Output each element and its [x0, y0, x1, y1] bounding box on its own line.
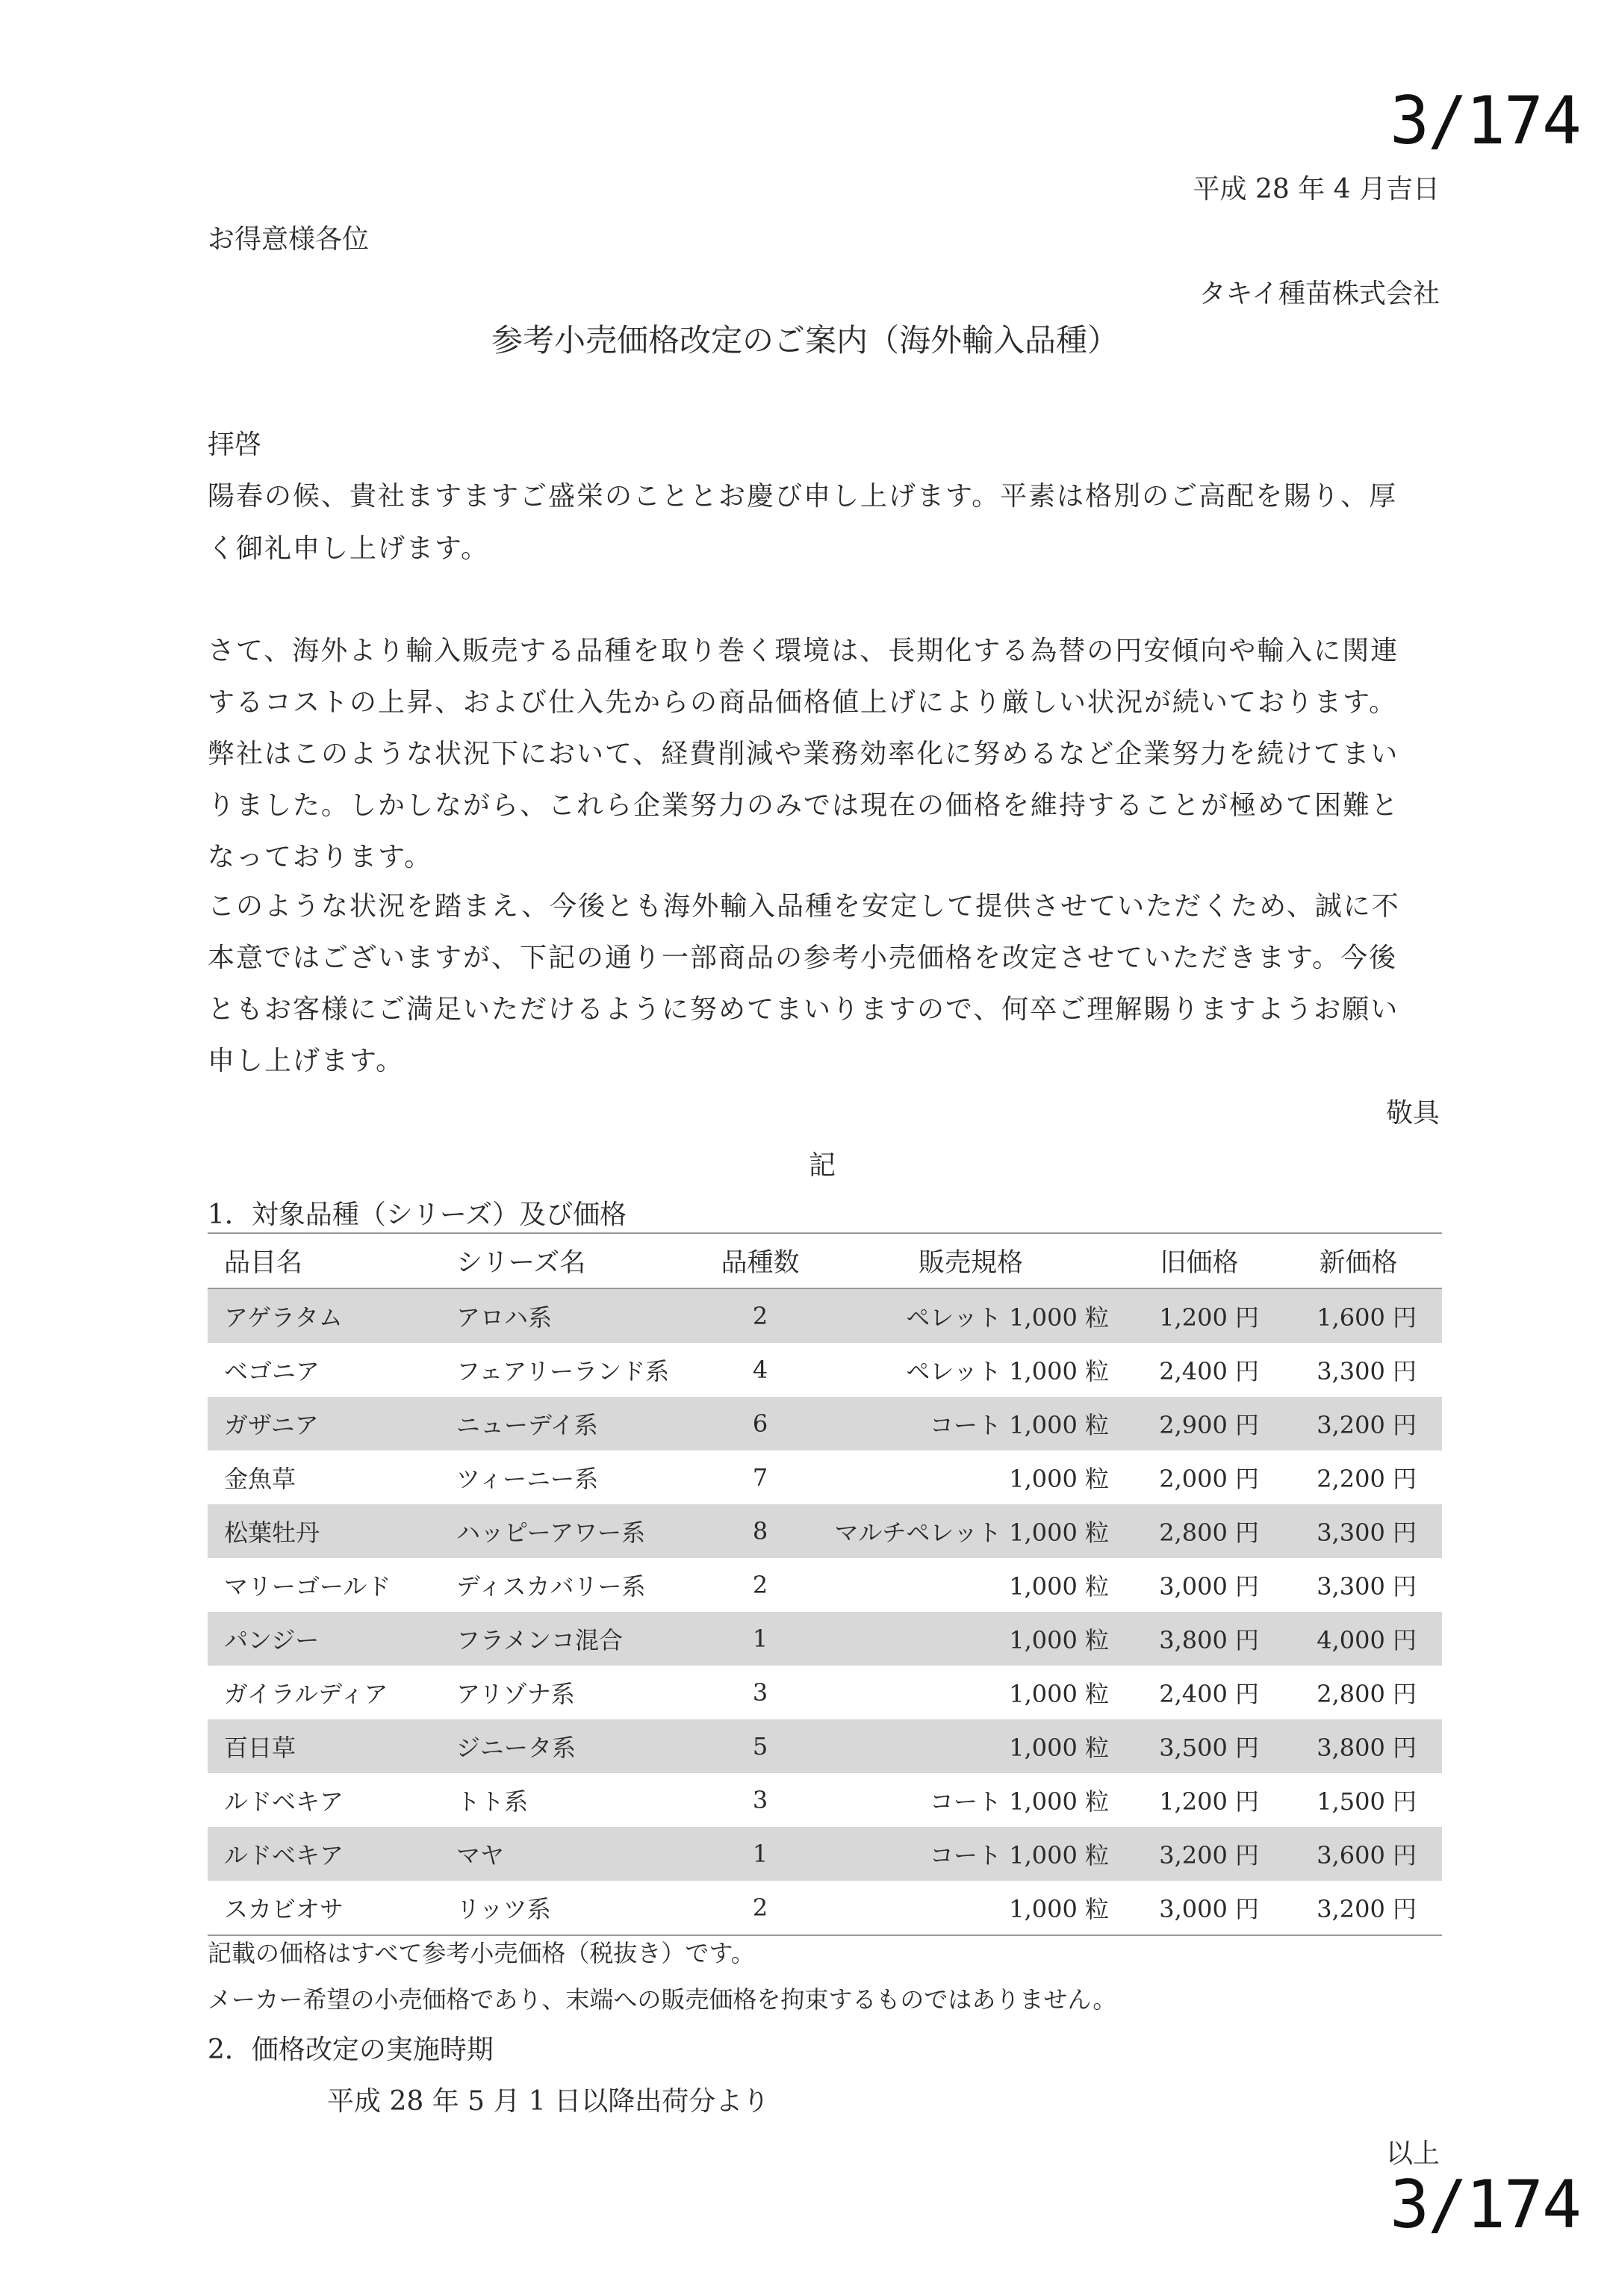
- table-row: [208, 1504, 1442, 1558]
- item-name-cell: パンジー: [208, 1612, 449, 1666]
- table-row: [208, 1881, 1442, 1935]
- closing-ijou: 以上: [1385, 2138, 1440, 2169]
- table-row: [208, 1612, 1442, 1666]
- item-name-cell: スカビオサ: [208, 1881, 449, 1935]
- salutation: 拝啓: [208, 429, 262, 460]
- body-line: ともお客様にご満足いただけるように努めてまいりますので、何卒ご理解賜りますようお願い: [208, 994, 1399, 1025]
- old-price-cell: 2,400 円: [1159, 1680, 1259, 1708]
- spec-cell: ペレット 1,000 粒: [817, 1288, 1124, 1343]
- series-name-cell: トト系: [456, 1787, 529, 1816]
- old-price-cell: 3,200 円: [1124, 1827, 1274, 1881]
- spec-cell: ペレット 1,000 粒: [906, 1357, 1109, 1386]
- body-line: りました。しかしながら、これら企業努力のみでは現在の価格を維持することが極めて困難と: [208, 790, 1400, 821]
- page-number-top: 3/174: [1390, 82, 1580, 159]
- variety-count-cell: 3: [752, 1786, 768, 1814]
- variety-count-cell: 2: [752, 1571, 768, 1599]
- spec-cell: 1,000 粒: [817, 1612, 1124, 1666]
- series-name-cell: ツィーニー系: [456, 1465, 599, 1493]
- page-number-bottom: 3/174: [1390, 2166, 1580, 2243]
- item-name-cell: 金魚草: [224, 1465, 296, 1493]
- variety-count-cell: 1: [703, 1612, 817, 1666]
- new-price-cell: 3,600 円: [1274, 1827, 1442, 1881]
- new-price-cell: 3,300 円: [1317, 1572, 1417, 1601]
- body-line: なっております。: [208, 842, 433, 872]
- spec-cell: コート 1,000 粒: [930, 1787, 1109, 1816]
- spec-cell: コート 1,000 粒: [817, 1397, 1124, 1450]
- table-row: [208, 1343, 1442, 1397]
- spec-cell: 1,000 粒: [1009, 1572, 1109, 1601]
- table-row: [208, 1450, 1442, 1504]
- item-name-cell: ルドベキア: [224, 1787, 344, 1816]
- old-price-cell: 3,800 円: [1124, 1612, 1274, 1666]
- variety-count-cell: 6: [703, 1397, 817, 1450]
- section-2-heading: 2．価格改定の実施時期: [208, 2035, 494, 2065]
- col-item-name: 品目名: [208, 1233, 449, 1288]
- new-price-cell: 3,300 円: [1317, 1357, 1417, 1386]
- closing-keigu: 敬具: [1385, 1098, 1440, 1129]
- item-name-cell: ガイラルディア: [224, 1680, 388, 1708]
- variety-count-cell: 2: [703, 1288, 817, 1343]
- recipient: お得意様各位: [208, 224, 370, 255]
- body-line: 本意ではございますが、下記の通り一部商品の参考小売価格を改定させていただきます。今後: [208, 943, 1398, 973]
- section-2-body: 平成 28 年 5 月 1 日以降出荷分より: [327, 2086, 770, 2117]
- table-row: [208, 1397, 1442, 1450]
- variety-count-cell: 3: [752, 1678, 768, 1707]
- spec-cell: コート 1,000 粒: [817, 1827, 1124, 1881]
- old-price-cell: 1,200 円: [1159, 1787, 1259, 1816]
- body-line: く御礼申し上げます。: [208, 533, 490, 564]
- variety-count-cell: 4: [752, 1356, 768, 1384]
- table-row: [208, 1827, 1442, 1881]
- sender-company: タキイ種苗株式会社: [1199, 279, 1440, 309]
- variety-count-cell: 1: [703, 1827, 817, 1881]
- variety-count-cell: 7: [752, 1463, 768, 1492]
- new-price-cell: 2,800 円: [1317, 1680, 1417, 1708]
- old-price-cell: 2,900 円: [1124, 1397, 1274, 1450]
- old-price-cell: 2,400 円: [1159, 1357, 1259, 1386]
- body-line: 弊社はこのような状況下において、経費削減や業務効率化に努めるなど企業努力を続けてまい: [208, 739, 1399, 769]
- table-row: [208, 1288, 1442, 1343]
- spec-cell: 1,000 粒: [1009, 1680, 1109, 1708]
- spec-cell: 1,000 粒: [817, 1881, 1124, 1935]
- table-row: [208, 1558, 1442, 1612]
- table-row: [208, 1666, 1442, 1719]
- col-spec: 販売規格: [817, 1233, 1124, 1288]
- series-name-cell: ニューデイ系: [449, 1397, 703, 1450]
- new-price-cell: 3,300 円: [1274, 1504, 1442, 1558]
- old-price-cell: 3,500 円: [1124, 1719, 1274, 1773]
- old-price-cell: 1,200 円: [1124, 1288, 1274, 1343]
- document-title: 参考小売価格改定のご案内（海外輸入品種）: [491, 322, 1119, 359]
- variety-count-cell: 2: [703, 1881, 817, 1935]
- old-price-cell: 3,000 円: [1124, 1881, 1274, 1935]
- col-series-name: シリーズ名: [449, 1233, 703, 1288]
- old-price-cell: 3,000 円: [1159, 1572, 1259, 1601]
- series-name-cell: ハッピーアワー系: [449, 1504, 703, 1558]
- price-table: [208, 1232, 1442, 1936]
- series-name-cell: フェアリーランド系: [456, 1357, 670, 1386]
- series-name-cell: リッツ系: [449, 1881, 703, 1935]
- item-name-cell: ルドベキア: [208, 1827, 449, 1881]
- body-line: さて、海外より輸入販売する品種を取り巻く環境は、長期化する為替の円安傾向や輸入に関連: [208, 636, 1399, 666]
- item-name-cell: マリーゴールド: [224, 1572, 391, 1601]
- series-name-cell: アリゾナ系: [456, 1680, 575, 1708]
- col-old-price: 旧価格: [1124, 1233, 1274, 1288]
- col-variety-count: 品種数: [703, 1233, 817, 1288]
- new-price-cell: 1,500 円: [1317, 1787, 1417, 1816]
- note-tax: 記載の価格はすべて参考小売価格（税抜き）です。: [208, 1939, 755, 1967]
- old-price-cell: 2,800 円: [1124, 1504, 1274, 1558]
- series-name-cell: ジニータ系: [449, 1719, 703, 1773]
- body-line: このような状況を踏まえ、今後とも海外輸入品種を安定して提供させていただくため、誠に不: [208, 891, 1400, 922]
- spec-cell: 1,000 粒: [1009, 1465, 1109, 1493]
- series-name-cell: フラメンコ混合: [449, 1612, 703, 1666]
- col-new-price: 新価格: [1274, 1233, 1442, 1288]
- variety-count-cell: 5: [703, 1719, 817, 1773]
- item-name-cell: アゲラタム: [208, 1288, 449, 1343]
- table-row: [208, 1719, 1442, 1773]
- body-line: 陽春の候、貴社ますますご盛栄のこととお慶び申し上げます。平素は格別のご高配を賜り、厚: [208, 481, 1398, 512]
- table-header-row: [208, 1233, 1442, 1288]
- spec-cell: 1,000 粒: [817, 1719, 1124, 1773]
- new-price-cell: 1,600 円: [1274, 1288, 1442, 1343]
- new-price-cell: 3,200 円: [1274, 1397, 1442, 1450]
- variety-count-cell: 8: [703, 1504, 817, 1558]
- series-name-cell: マヤ: [449, 1827, 703, 1881]
- new-price-cell: 2,200 円: [1317, 1465, 1417, 1493]
- new-price-cell: 4,000 円: [1274, 1612, 1442, 1666]
- body-line: するコストの上昇、および仕入先からの商品価格値上げにより厳しい状況が続いております。: [208, 687, 1398, 718]
- table-row: [208, 1773, 1442, 1827]
- ki-marker: 記: [809, 1150, 836, 1181]
- spec-cell: マルチペレット 1,000 粒: [817, 1504, 1124, 1558]
- item-name-cell: ガザニア: [208, 1397, 449, 1450]
- series-name-cell: アロハ系: [449, 1288, 703, 1343]
- new-price-cell: 3,800 円: [1274, 1719, 1442, 1773]
- item-name-cell: 百日草: [208, 1719, 449, 1773]
- document-date: 平成 28 年 4 月吉日: [1193, 174, 1440, 205]
- note-msrp: メーカー希望の小売価格であり、末端への販売価格を拘束するものではありません。: [208, 1985, 1117, 2014]
- series-name-cell: ディスカバリー系: [456, 1572, 646, 1601]
- item-name-cell: ベゴニア: [224, 1357, 320, 1386]
- old-price-cell: 2,000 円: [1159, 1465, 1259, 1493]
- new-price-cell: 3,200 円: [1274, 1881, 1442, 1935]
- section-1-heading: 1．対象品種（シリーズ）及び価格: [208, 1200, 627, 1230]
- item-name-cell: 松葉牡丹: [208, 1504, 449, 1558]
- body-line: 申し上げます。: [208, 1046, 405, 1076]
